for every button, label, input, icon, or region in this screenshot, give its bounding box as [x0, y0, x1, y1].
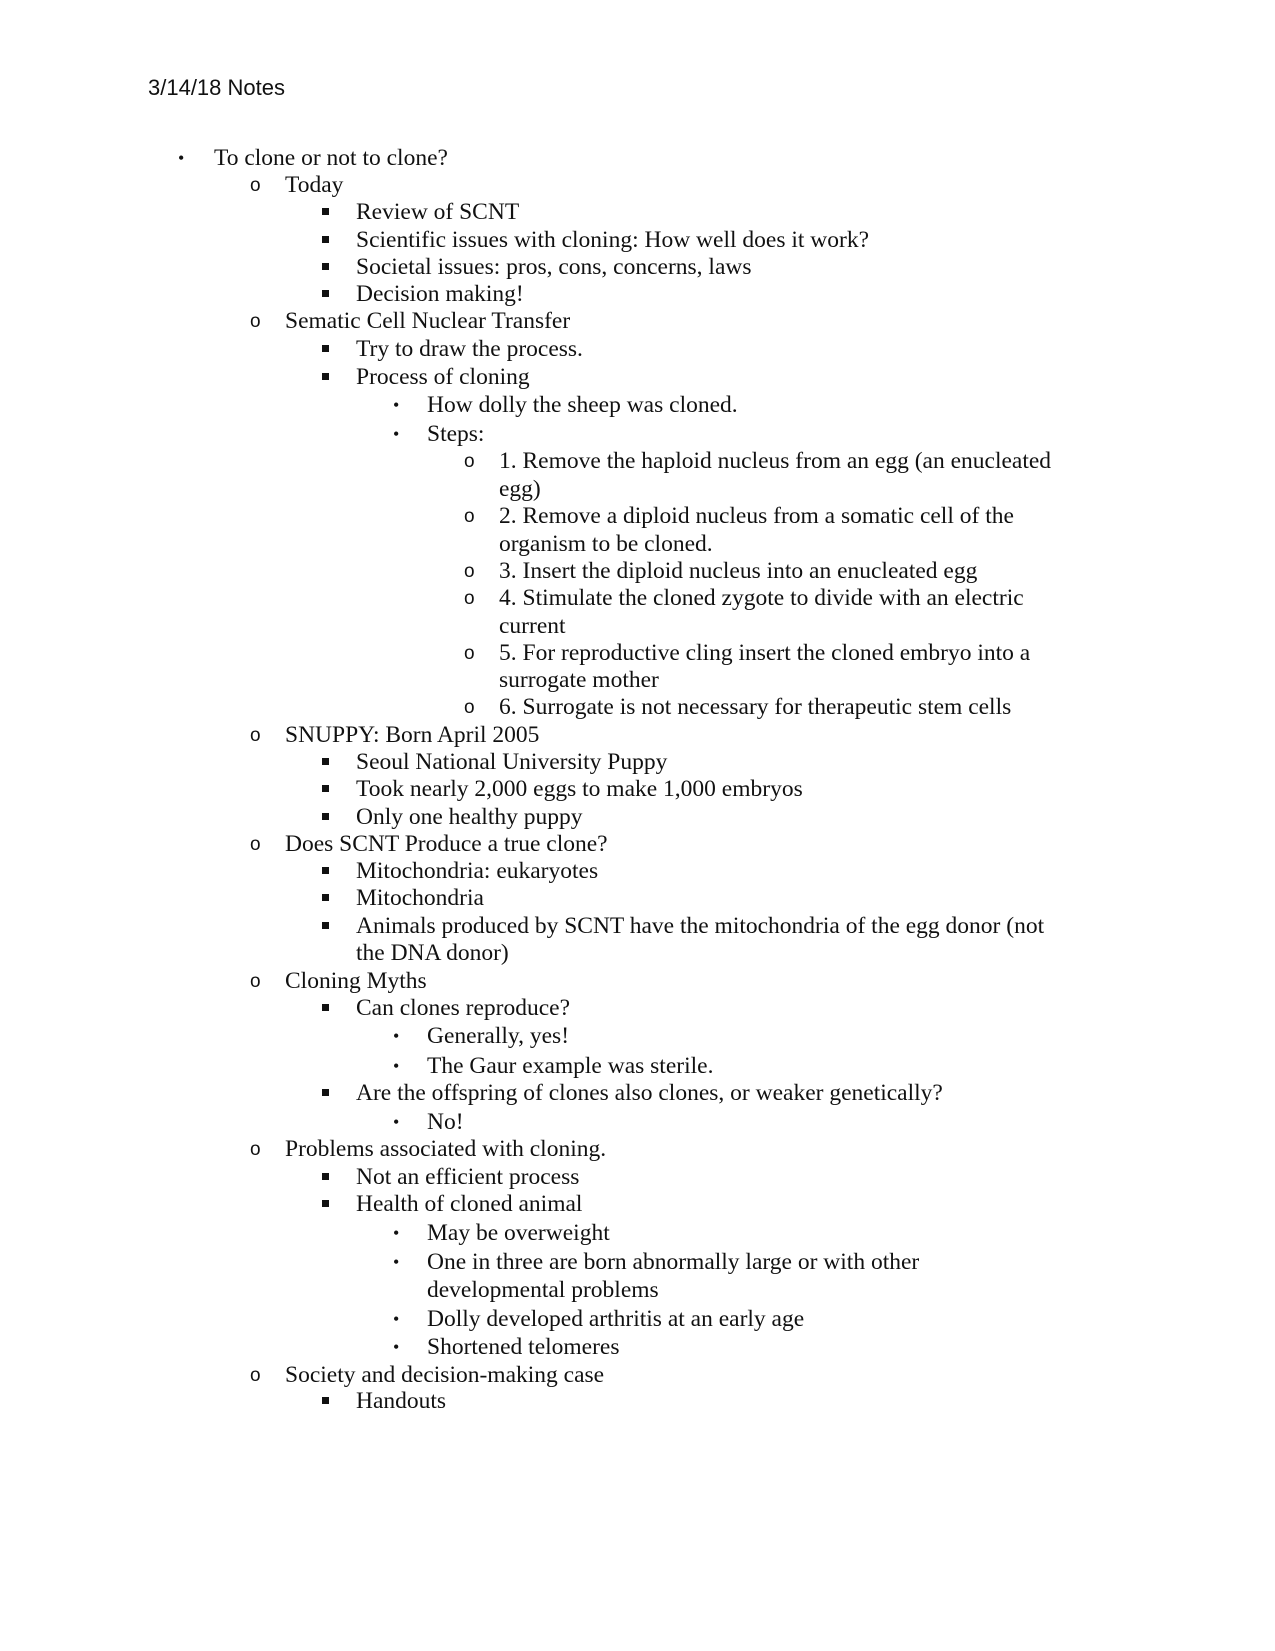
outline-item-text: Generally, yes! — [427, 1023, 570, 1049]
bullet-circle-icon: o — [464, 506, 475, 527]
outline-item — [0, 1079, 1200, 1108]
bullet-disc-icon: • — [393, 424, 400, 444]
bullet-square-icon — [322, 748, 329, 765]
outline-item-text: Problems associated with cloning. — [285, 1136, 607, 1162]
outline-item — [0, 1135, 1200, 1164]
bullet-circle-icon: o — [464, 561, 475, 582]
outline-item-text: Scientific issues with cloning: How well does it work? — [356, 227, 870, 253]
outline-item-text: Mitochondria: eukaryotes — [356, 858, 599, 884]
outline-item — [0, 1361, 1200, 1390]
outline-item-text: Societal issues: pros, cons, concerns, laws — [356, 254, 752, 280]
bullet-circle-icon: o — [250, 1365, 261, 1386]
outline-item — [0, 1219, 1200, 1248]
outline-item — [0, 144, 1200, 173]
bullet-square-icon — [322, 280, 329, 297]
outline-item — [0, 502, 1200, 531]
bullet-circle-icon: o — [464, 451, 475, 472]
bullet-square-icon — [322, 803, 329, 820]
outline-item-text: Only one healthy puppy — [356, 804, 583, 830]
bullet-square-icon — [322, 884, 329, 901]
outline-item-text: current — [499, 613, 566, 639]
outline-item — [0, 363, 1200, 392]
outline-item-text: Process of cloning — [356, 364, 530, 390]
outline-item-text: Cloning Myths — [285, 968, 427, 994]
outline-item-text: 5. For reproductive cling insert the cloned embryo into a — [499, 640, 1031, 666]
outline-item-text: Sematic Cell Nuclear Transfer — [285, 308, 571, 334]
outline-item-text: Today — [285, 172, 344, 198]
outline-item — [0, 584, 1200, 613]
outline-item — [0, 1108, 1200, 1137]
outline-item-text: Steps: — [427, 421, 485, 447]
outline-item — [0, 1387, 1200, 1416]
outline-item-text: The Gaur example was sterile. — [427, 1053, 714, 1079]
outline-item — [0, 1190, 1200, 1219]
bullet-square-icon — [322, 1163, 329, 1180]
bullet-circle-icon: o — [250, 834, 261, 855]
bullet-circle-icon: o — [464, 643, 475, 664]
outline-item-text: Animals produced by SCNT have the mitochondria of the egg donor (not — [356, 913, 1045, 939]
outline-item — [0, 884, 1200, 913]
bullet-square-icon — [322, 1190, 329, 1207]
outline-item — [0, 939, 1200, 968]
outline-item — [0, 1248, 1200, 1277]
outline-item-text: Dolly developed arthritis at an early age — [427, 1306, 805, 1332]
outline-item — [0, 198, 1200, 227]
outline-item-text: Decision making! — [356, 281, 524, 307]
outline-item — [0, 335, 1200, 364]
outline-item — [0, 721, 1200, 750]
outline-item — [0, 557, 1200, 586]
outline-item-text: How dolly the sheep was cloned. — [427, 392, 738, 418]
bullet-circle-icon: o — [250, 725, 261, 746]
outline-item-text: Are the offspring of clones also clones, or weaker genetically? — [356, 1080, 943, 1106]
outline-item-text: 2. Remove a diploid nucleus from a somatic cell of the — [499, 503, 1014, 529]
outline-item-text: Does SCNT Produce a true clone? — [285, 831, 608, 857]
bullet-square-icon — [322, 363, 329, 380]
bullet-square-icon — [322, 1387, 329, 1404]
outline-item — [0, 666, 1200, 695]
bullet-disc-icon: • — [393, 1056, 400, 1076]
outline-item-text: Try to draw the process. — [356, 336, 583, 362]
bullet-disc-icon: • — [393, 1337, 400, 1357]
bullet-circle-icon: o — [250, 311, 261, 332]
outline-item-text: the DNA donor) — [356, 940, 509, 966]
bullet-circle-icon: o — [250, 175, 261, 196]
outline-item-text: May be overweight — [427, 1220, 610, 1246]
page-title: 3/14/18 Notes — [148, 75, 285, 100]
bullet-disc-icon: • — [393, 1223, 400, 1243]
outline-item — [0, 475, 1200, 504]
outline-item-text: Handouts — [356, 1388, 447, 1414]
outline-item — [0, 1276, 1200, 1305]
outline-item — [0, 447, 1200, 476]
outline-item-text: One in three are born abnormally large or with other — [427, 1249, 920, 1275]
outline-item — [0, 967, 1200, 996]
outline-item-text: surrogate mother — [499, 667, 659, 693]
outline-item — [0, 420, 1200, 449]
outline-item — [0, 307, 1200, 336]
outline-item-text: No! — [427, 1109, 464, 1135]
outline-item-text: Can clones reproduce? — [356, 995, 571, 1021]
bullet-disc-icon: • — [393, 1309, 400, 1329]
outline-item-text: Health of cloned animal — [356, 1191, 583, 1217]
bullet-circle-icon: o — [464, 697, 475, 718]
outline-item-text: organism to be cloned. — [499, 531, 713, 557]
outline-item — [0, 830, 1200, 859]
outline-item — [0, 1022, 1200, 1051]
outline-item — [0, 803, 1200, 832]
outline-item — [0, 1333, 1200, 1362]
bullet-circle-icon: o — [464, 588, 475, 609]
outline-item-text: SNUPPY: Born April 2005 — [285, 722, 540, 748]
bullet-square-icon — [322, 226, 329, 243]
bullet-square-icon — [322, 335, 329, 352]
outline-item — [0, 1163, 1200, 1192]
outline-item — [0, 612, 1200, 641]
bullet-square-icon — [322, 253, 329, 270]
outline-item — [0, 1052, 1200, 1081]
outline-item — [0, 912, 1200, 941]
outline-item-text: egg) — [499, 476, 541, 502]
bullet-disc-icon: • — [393, 1112, 400, 1132]
outline-item-text: 4. Stimulate the cloned zygote to divide with an electric — [499, 585, 1024, 611]
bullet-disc-icon: • — [393, 1026, 400, 1046]
outline-item-text: Seoul National University Puppy — [356, 749, 668, 775]
outline-item — [0, 171, 1200, 200]
outline-item-text: Not an efficient process — [356, 1164, 580, 1190]
outline-item — [0, 693, 1200, 722]
bullet-disc-icon: • — [178, 148, 185, 168]
bullet-square-icon — [322, 1079, 329, 1096]
outline-item — [0, 994, 1200, 1023]
outline-item-text: To clone or not to clone? — [214, 145, 448, 171]
outline-item-text: Shortened telomeres — [427, 1334, 620, 1360]
bullet-disc-icon: • — [393, 1252, 400, 1272]
outline-item-text: 3. Insert the diploid nucleus into an enucleated egg — [499, 558, 978, 584]
bullet-circle-icon: o — [250, 1139, 261, 1160]
outline-item — [0, 1305, 1200, 1334]
outline-item — [0, 775, 1200, 804]
outline-item — [0, 280, 1200, 309]
outline-item-text: 1. Remove the haploid nucleus from an egg (an enucleated — [499, 448, 1052, 474]
bullet-square-icon — [322, 857, 329, 874]
outline-item-text: Review of SCNT — [356, 199, 520, 225]
outline-item-text: Society and decision-making case — [285, 1362, 605, 1388]
bullet-square-icon — [322, 994, 329, 1011]
bullet-square-icon — [322, 775, 329, 792]
bullet-circle-icon: o — [250, 971, 261, 992]
outline-item — [0, 226, 1200, 255]
bullet-disc-icon: • — [393, 395, 400, 415]
outline-item — [0, 748, 1200, 777]
outline-item-text: developmental problems — [427, 1277, 659, 1303]
outline-item — [0, 530, 1200, 559]
outline-item-text: Took nearly 2,000 eggs to make 1,000 embryos — [356, 776, 803, 802]
outline-item — [0, 639, 1200, 668]
outline-item — [0, 391, 1200, 420]
outline-item — [0, 857, 1200, 886]
outline-item-text: 6. Surrogate is not necessary for therapeutic stem cells — [499, 694, 1012, 720]
outline-item — [0, 253, 1200, 282]
outline-item-text: Mitochondria — [356, 885, 484, 911]
bullet-square-icon — [322, 198, 329, 215]
bullet-square-icon — [322, 912, 329, 929]
